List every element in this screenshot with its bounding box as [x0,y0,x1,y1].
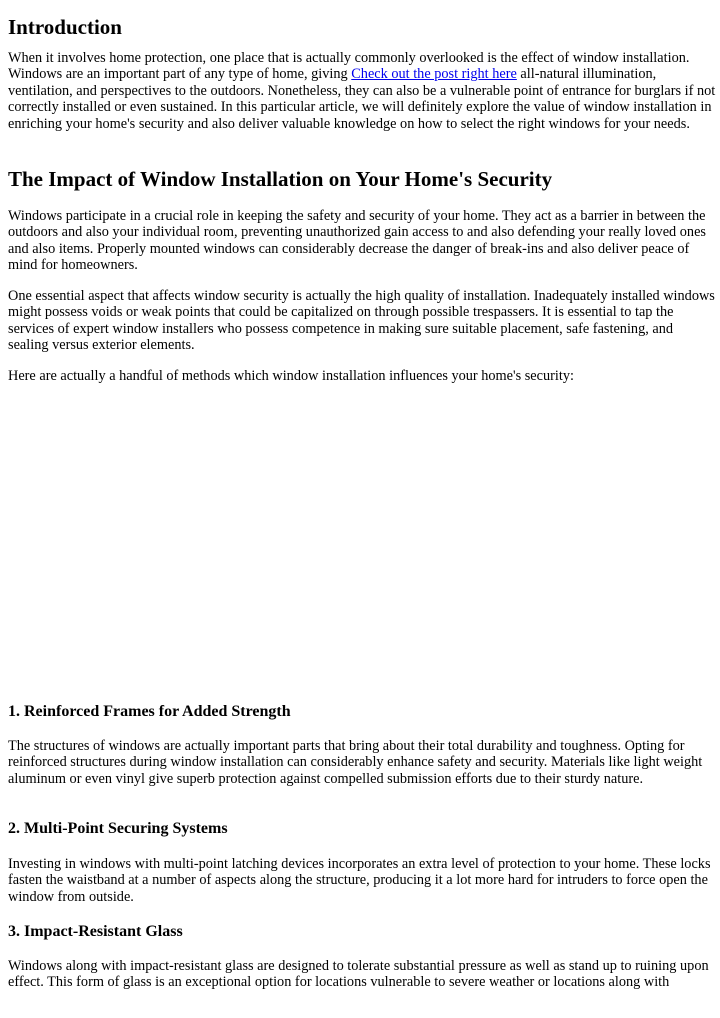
intro-text-after-link: all-natural illumination, ventilation, and perspectives to the outdoors. Nonetheless, they can also be a vulnerable point of entrance for burglars if not correctly installed or even sustained. In this particular article, we will definitely explore the value of window installation in enriching your home's security and also deliver valuable knowledge on how to select the right windows for your needs. [8,66,716,132]
post-link[interactable]: Check out the post right here [351,66,517,83]
impact-paragraph-3: Here are actually a handful of methods which window installation influences your home's security: [8,368,574,384]
intro-heading: Introduction [8,15,122,39]
section-3-heading: 3. Impact-Resistant Glass [8,923,183,940]
section-1-heading: 1. Reinforced Frames for Added Strength [8,703,291,720]
impact-paragraph-2: One essential aspect that affects window security is actually the high quality of installation. Inadequately installed windows might possess voids or weak points that could be capitalized on through possible trespassers. It is essential to tap the services of expert window installers who possess competence in making sure suitable placement, safe fastening, and sealing versus exterior elements. [8,288,715,354]
section-2-heading: 2. Multi-Point Securing Systems [8,820,228,837]
section-3-paragraph: Windows along with impact-resistant glass are designed to tolerate substantial pressure as well as stand up to ruining upon effect. This form of glass is an exceptional option for locations vulnerable to severe weather or locations along with [8,958,709,991]
intro-text-before-link: When it involves home protection, one place that is actually commonly overlooked is the effect of window installation. Windows are an important part of any type of home, giving [8,50,690,83]
intro-paragraph [8,50,716,132]
section-2-paragraph: Investing in windows with multi-point latching devices incorporates an extra level of protection to your home. These locks fasten the waistband at a number of aspects along the structure, producing it a lot more hard for intruders to force open the window from outside. [8,856,711,905]
impact-heading: The Impact of Window Installation on Your Home's Security [8,167,553,191]
impact-paragraph-1: Windows participate in a crucial role in keeping the safety and security of your home. They act as a barrier in between the outdoors and also your individual room, preventing unauthorized gain access to and also defending your really loved ones and also items. Properly mounted windows can considerably decrease the danger of break-ins and also deliver peace of mind for homeowners. [8,208,706,274]
section-1-paragraph: The structures of windows are actually important parts that bring about their total durability and toughness. Opting for reinforced structures during window installation can considerably enhance safety and security. Materials like light weight aluminum or even vinyl give superb protection against compelled submission efforts due to their sturdy nature. [8,738,703,787]
